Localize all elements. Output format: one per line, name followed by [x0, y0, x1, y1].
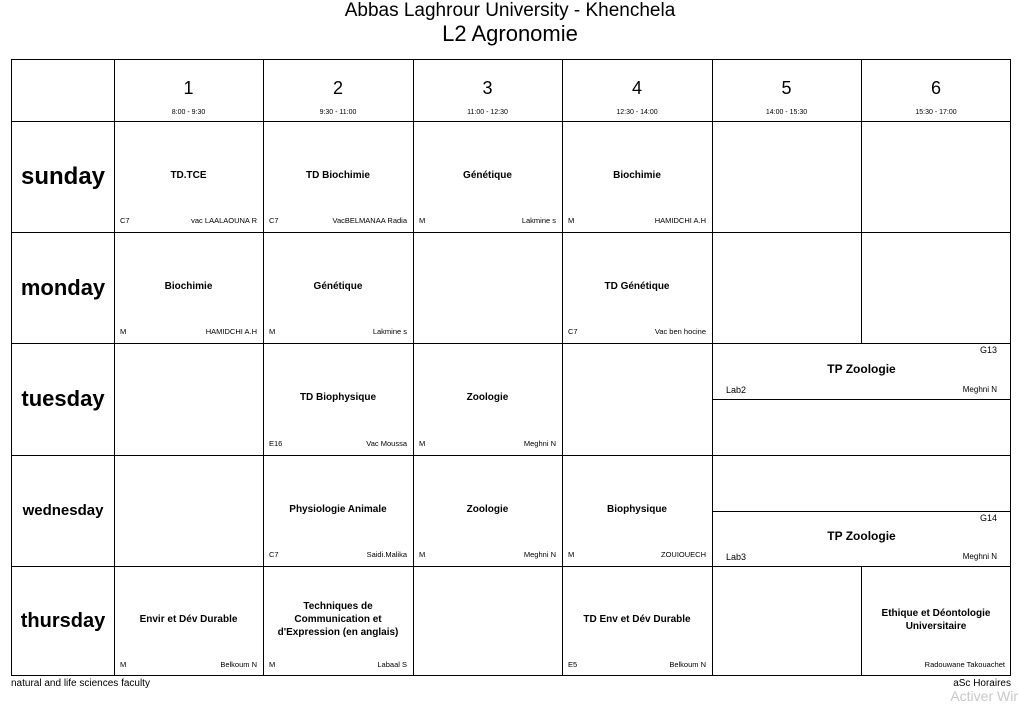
session-sun3: [413, 121, 562, 232]
session-room: M: [419, 216, 426, 225]
period-time: 15:30 - 17:00: [915, 109, 957, 116]
session-subject: TP Zoologie: [827, 362, 896, 376]
session-mon1: [114, 232, 263, 343]
session-room: Lab2: [726, 385, 747, 395]
session-subject: TD Génétique: [604, 280, 670, 292]
session-teacher: Belkoum N: [220, 660, 257, 669]
column-divider: [114, 60, 115, 676]
session-room: M: [120, 327, 127, 336]
session-subject: TD Env et Dév Durable: [583, 614, 691, 625]
column-divider: [861, 60, 862, 343]
faculty-footer: natural and life sciences faculty: [11, 678, 150, 689]
period-header-4: [562, 60, 712, 121]
university-title: Abbas Laghrour University - Khenchela: [344, 0, 676, 21]
session-teacher: Lakmine s: [372, 327, 407, 336]
session-tue2: [263, 343, 413, 455]
session-subject: Biochimie: [164, 280, 213, 292]
session-room: C7: [269, 550, 279, 559]
session-wed4: [562, 455, 712, 566]
session-sun1: [114, 121, 263, 232]
row-divider: [12, 455, 1011, 456]
session-wed3: [413, 455, 562, 566]
session-teacher: VacBELMANAA Radia: [332, 216, 407, 225]
session-room: E16: [269, 439, 283, 448]
tp-band-divider: [712, 399, 1011, 400]
session-group: G14: [979, 512, 997, 523]
day-label-wednesday: wednesday: [22, 502, 104, 519]
session-thu1: [114, 566, 263, 676]
session-room: M: [269, 327, 276, 336]
session-mon4: [562, 232, 712, 343]
column-divider: [562, 60, 563, 676]
session-subject: Envir et Dév Durable: [139, 614, 238, 625]
period-number: 6: [930, 78, 941, 98]
session-subject: TD Biochimie: [306, 169, 370, 181]
session-teacher: Lakmine s: [521, 216, 556, 225]
session-wed2: [263, 455, 413, 566]
day-label-monday: monday: [20, 274, 106, 300]
session-subject: Biochimie: [613, 169, 661, 181]
session-subject: Zoologie: [466, 503, 509, 515]
period-number: 1: [183, 78, 194, 98]
session-teacher: HAMIDCHI A.H: [654, 216, 706, 225]
period-time: 14:00 - 15:30: [765, 109, 808, 116]
program-title: L2 Agronomie: [442, 21, 578, 46]
period-header-5: [712, 60, 861, 121]
session-room: M: [568, 550, 575, 559]
column-divider: [712, 60, 713, 676]
session-mon2: [263, 232, 413, 343]
session-teacher: Meghni N: [523, 439, 556, 448]
session-subject: Génétique: [463, 169, 512, 181]
session-thu4: [562, 566, 712, 676]
row-divider: [12, 343, 1011, 344]
session-teacher: Meghni N: [962, 385, 997, 394]
session-room: M: [419, 439, 426, 448]
activation-watermark: Activer Wir: [950, 688, 1018, 704]
session-room: C7: [568, 327, 578, 336]
column-divider: [413, 60, 414, 676]
session-subject: Physiologie Animale: [289, 503, 387, 515]
day-label-tuesday: tuesday: [21, 386, 105, 411]
period-header-3: [413, 60, 562, 121]
timetable-grid: [11, 59, 1011, 676]
session-teacher: vac LAALAOUNA R: [191, 216, 257, 225]
session-teacher: Meghni N: [523, 550, 556, 559]
session-room: C7: [269, 216, 279, 225]
session-teacher: ZOUIOUECH: [661, 550, 706, 559]
session-room: M: [120, 660, 127, 669]
period-time: 12:30 - 14:00: [616, 109, 658, 116]
session-room: E5: [568, 660, 578, 669]
session-subject: Ethique et Déontologie Universitaire: [881, 607, 991, 632]
session-subject: Zoologie: [466, 392, 509, 403]
period-number: 2: [332, 78, 343, 98]
session-room: M: [269, 660, 276, 669]
session-teacher: Meghni N: [962, 552, 997, 561]
session-subject: Techniques de Communication et d'Expression (en anglais): [277, 601, 399, 638]
session-teacher: Saidi.Malika: [366, 550, 407, 559]
session-teacher: HAMIDCHI A.H: [205, 327, 257, 336]
session-subject: TD Biophysique: [299, 392, 377, 403]
period-time: 8:00 - 9:30: [171, 109, 206, 116]
period-time: 11:00 - 12:30: [467, 109, 508, 116]
session-subject: Génétique: [313, 280, 363, 292]
session-subject: Biophysique: [606, 503, 667, 515]
session-subject: TD.TCE: [170, 169, 207, 181]
day-label-sunday: sunday: [20, 162, 106, 190]
session-tue3: [413, 343, 562, 455]
tp-session-tue56: [712, 343, 1011, 399]
tp-session-wed56: [712, 511, 1011, 567]
session-group: G13: [979, 345, 997, 355]
session-sun2: [263, 121, 413, 232]
session-sun4: [562, 121, 712, 232]
session-room: M: [419, 550, 426, 559]
column-divider: [861, 566, 862, 676]
session-teacher: Vac ben hocine: [654, 327, 706, 336]
tp-band-divider: [712, 511, 1011, 512]
session-teacher: Vac Moussa: [366, 439, 407, 448]
period-header-6: [861, 60, 1011, 121]
period-number: 5: [781, 78, 792, 98]
period-time: 9:30 - 11:00: [319, 109, 357, 116]
session-teacher: Radouwane Takouachet: [924, 660, 1005, 669]
period-number: 4: [631, 78, 642, 98]
software-footer: aSc Horaires: [953, 678, 1011, 689]
period-header-1: [114, 60, 263, 121]
session-thu6: [861, 566, 1011, 676]
day-label-thursday: thursday: [20, 609, 106, 632]
session-room: M: [568, 216, 575, 225]
session-teacher: Belkoum N: [669, 660, 706, 669]
session-room: Lab3: [726, 552, 747, 562]
session-thu2: [263, 566, 413, 676]
column-divider: [263, 60, 264, 676]
period-number: 3: [482, 78, 493, 98]
session-teacher: Labaal S: [377, 660, 407, 669]
period-header-2: [263, 60, 413, 121]
session-subject: TP Zoologie: [827, 529, 896, 544]
session-room: C7: [120, 216, 130, 225]
